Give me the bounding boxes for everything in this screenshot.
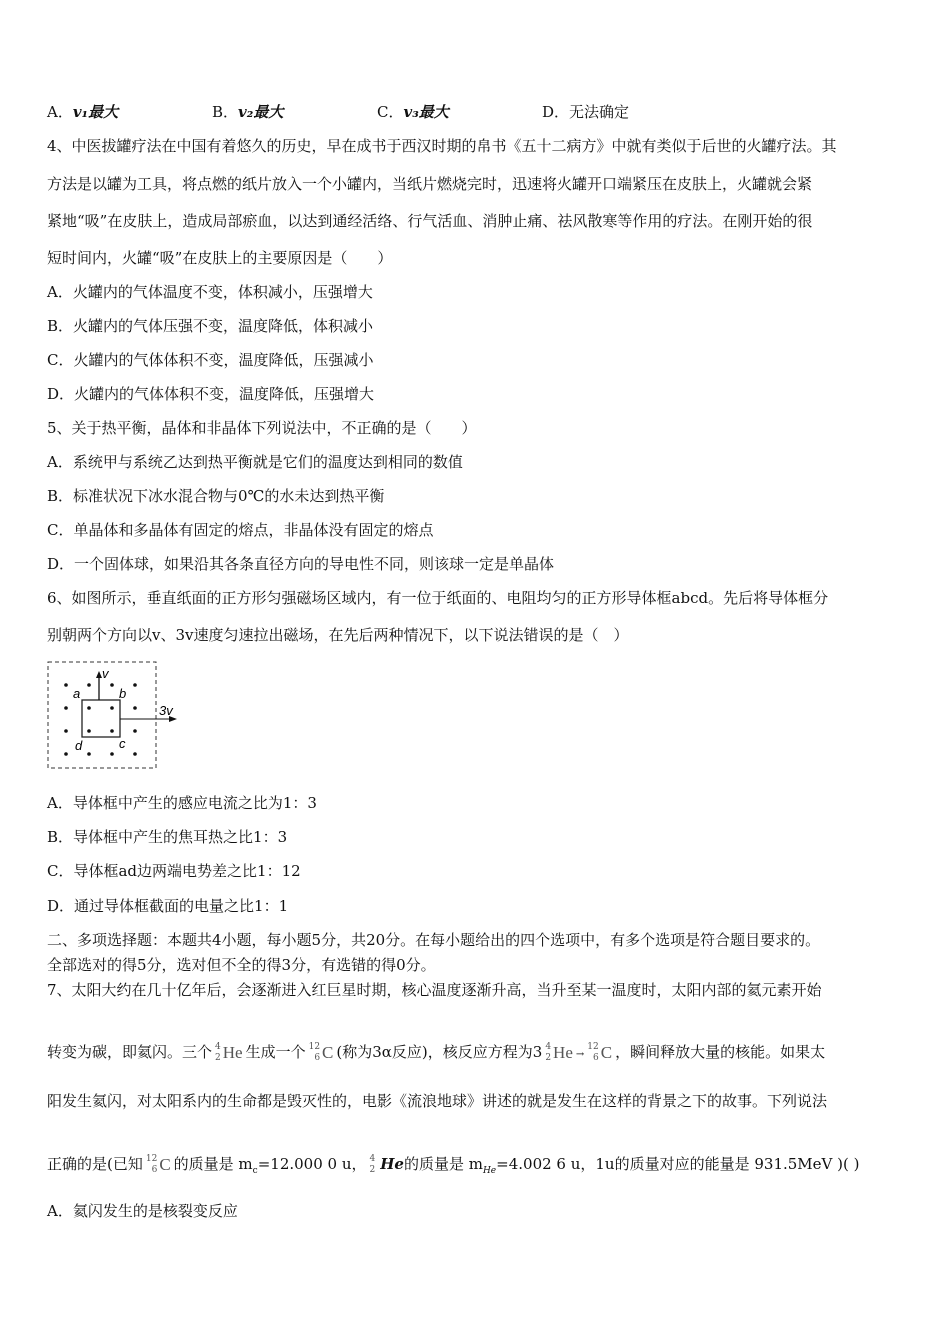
q7-option-a: A．氦闪发生的是核裂变反应 bbox=[47, 1202, 238, 1220]
q4-option-a: A．火罐内的气体温度不变，体积减小，压强增大 bbox=[47, 283, 373, 301]
q5-text: 5、关于热平衡，晶体和非晶体下列说法中，不正确的是（ ） bbox=[47, 419, 477, 437]
q4-text: 紧地“吸”在皮肤上，造成局部瘀血，以达到通经活络、行气活血、消肿止痛、祛风散寒等作用的疗法。在刚开始的很 bbox=[47, 212, 813, 230]
q3-option-b: B．v₂最大 bbox=[212, 103, 284, 121]
q4-text: 方法是以罐为工具，将点燃的纸片放入一个小罐内，当纸片燃烧完时，迅速将火罐开口端紧压在皮肤上，火罐就会紧 bbox=[47, 175, 813, 193]
q7-text: 阳发生氦闪，对太阳系内的生命都是毁灭性的，电影《流浪地球》讲述的就是发生在这样的背景之下的故事。下列说法 bbox=[47, 1092, 828, 1110]
label-b: b bbox=[119, 686, 127, 701]
helium-nuclide: 4 2 bbox=[369, 1154, 376, 1175]
q3-option-d: D．无法确定 bbox=[542, 103, 630, 121]
section2-heading: 二、多项选择题：本题共4小题，每小题5分，共20分。在每小题给出的四个选项中，有多个选项是符合题目要求的。 bbox=[47, 931, 821, 949]
q4-text: 4、中医拔罐疗法在中国有着悠久的历史，早在成书于西汉时期的帛书《五十二病方》中就有类似于后世的火罐疗法。其 bbox=[47, 137, 837, 155]
helium-nuclide: 4 2 He bbox=[545, 1042, 573, 1063]
carbon-nuclide: 12 6 C bbox=[145, 1154, 171, 1175]
q6-option-d: D．通过导体框截面的电量之比1：1 bbox=[47, 897, 289, 915]
q3-option-a: A．v₁最大 bbox=[47, 103, 119, 121]
label-v: v bbox=[102, 666, 109, 681]
q6-text: 6、如图所示，垂直纸面的正方形匀强磁场区域内，有一位于纸面的、电阻均匀的正方形导体框abcd。先后将导体框分 bbox=[47, 589, 829, 607]
q5-option-d: D．一个固体球，如果沿其各条直径方向的导电性不同，则该球一定是单晶体 bbox=[47, 555, 555, 573]
q6-option-c: C．导体框ad边两端电势差之比1：12 bbox=[47, 862, 301, 880]
q6-option-a: A．导体框中产生的感应电流之比为1：3 bbox=[47, 794, 317, 812]
carbon-nuclide: 12 6 C bbox=[308, 1042, 334, 1063]
q4-text: 短时间内，火罐“吸”在皮肤上的主要原因是（ ） bbox=[47, 249, 393, 267]
q7-text: 7、太阳大约在几十亿年后，会逐渐进入红巨星时期，核心温度逐渐升高，当升至某一温度时，太阳内部的氦元素开始 bbox=[47, 981, 822, 999]
carbon-nuclide: 12 6 C bbox=[587, 1042, 613, 1063]
q5-option-c: C．单晶体和多晶体有固定的熔点，非晶体没有固定的熔点 bbox=[47, 521, 434, 539]
label-d: d bbox=[75, 738, 83, 753]
magnetic-field-figure bbox=[47, 660, 187, 772]
q4-option-d: D．火罐内的气体体积不变，温度降低，压强增大 bbox=[47, 385, 375, 403]
q6-text: 别朝两个方向以v、3v速度匀速拉出磁场，在先后两种情况下，以下说法错误的是（ ） bbox=[47, 626, 629, 644]
label-a: a bbox=[73, 686, 81, 701]
arrow-icon: → bbox=[575, 1049, 585, 1060]
q5-option-a: A．系统甲与系统乙达到热平衡就是它们的温度达到相同的数值 bbox=[47, 453, 463, 471]
helium-nuclide: 4 2 He bbox=[215, 1042, 243, 1063]
section2-heading: 全部选对的得5分，选对但不全的得3分，有选错的得0分。 bbox=[47, 956, 436, 974]
q6-option-b: B．导体框中产生的焦耳热之比1：3 bbox=[47, 828, 288, 846]
label-3v: 3v bbox=[159, 703, 173, 718]
q4-option-b: B．火罐内的气体压强不变，温度降低，体积减小 bbox=[47, 317, 374, 335]
q7-text-formula: 转变为碳，即氦闪。三个 4 2 He 生成一个 12 6 C (称为3α反应)，核反应方程为3 4 2 He → 12 6 C ，瞬间释放大量的核能。如果太 bbox=[47, 1042, 826, 1063]
q5-option-b: B．标准状况下冰水混合物与0℃的水未达到热平衡 bbox=[47, 487, 385, 505]
label-c: c bbox=[119, 736, 126, 751]
q3-option-c: C．v₃最大 bbox=[377, 103, 449, 121]
q4-option-c: C．火罐内的气体体积不变，温度降低，压强减小 bbox=[47, 351, 374, 369]
q7-text-formula: 正确的是(已知 12 6 C 的质量是 $m_c=12.000$ 0 u， 4 2 He的质量是 $m_{He}=4.002$ 6 u，1u的质量对应的能量是 931.5MeV )( ) bbox=[47, 1154, 860, 1176]
